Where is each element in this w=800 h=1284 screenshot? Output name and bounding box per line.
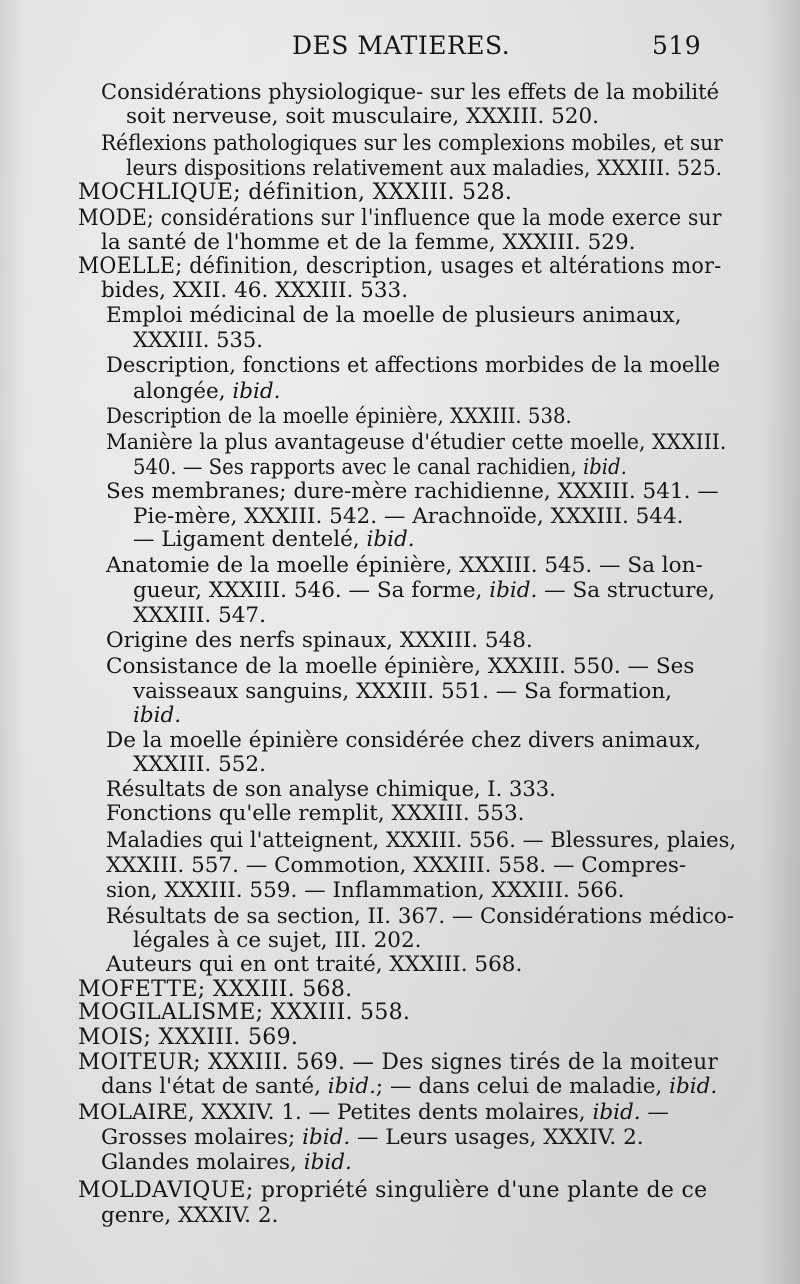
ibid-italic: ibid. [582,455,627,480]
index-headword-line: MOCHLIQUE; définition, XXXIII. 528. [78,180,513,205]
ibid-italic: ibid. [327,1074,376,1099]
index-entry-line: genre, XXXIV. 2. [101,1203,279,1228]
index-entry-line: Réflexions pathologiques sur les complexions mobiles, et sur [101,131,723,156]
entry-text-segment: gueur, XXXIII. 546. — Sa forme, [133,578,490,603]
index-entry-line: Résultats de son analyse chimique, I. 333. [106,777,556,802]
index-entry-line: Maladies qui l'atteignent, XXXIII. 556. — Blessures, plaies, [106,828,737,853]
entry-text-segment: ; — dans celui de maladie, [375,1074,670,1099]
ibid-italic: ibid. [232,379,281,404]
index-entry-line: bides, XXII. 46. XXXIII. 533. [101,278,409,303]
index-entry-line: Consistance de la moelle épinière, XXXIII. 550. — Ses [106,654,695,679]
ibid-italic: ibid. [592,1100,641,1125]
index-entry-line: soit nerveuse, soit musculaire, XXXIII. 520. [126,104,599,129]
index-headword-line: MOGILALISME; XXXIII. 558. [78,1000,411,1025]
index-headword-line: MOELLE; définition, description, usages et altérations mor- [78,254,722,279]
ibid-italic: ibid. [489,578,538,603]
index-entry-line: XXXIII. 552. [133,752,266,777]
index-headword-line: MODE; considérations sur l'influence que la mode exerce sur [78,206,722,231]
index-entry-line [78,1100,738,1126]
index-entry-line: Auteurs qui en ont traité, XXXIII. 568. [106,952,523,977]
ibid-italic: ibid. [302,1125,351,1150]
index-entry-line: Emploi médicinal de la moelle de plusieurs animaux, [106,303,682,328]
index-entry-line: Description, fonctions et affections morbides de la moelle [106,353,721,378]
index-headword-line: MOFETTE; XXXIII. 568. [78,977,353,1002]
index-entry-line [133,703,187,729]
index-entry-line [101,1125,661,1151]
entry-text-segment: Grosses molaires; [101,1125,303,1150]
entry-text-segment: alongée, [133,379,233,404]
ibid-italic: ibid. [133,703,182,728]
entry-text-segment: — Sa structure, [537,578,716,603]
index-headword-line: MOITEUR; XXXIII. 569. — Des signes tirés de la moiteur [78,1050,719,1075]
entry-text-segment: Glandes molaires, [101,1150,304,1175]
index-entry-line: Considérations physiologique- sur les effets de la mobilité [101,80,720,105]
index-entry-line: légales à ce sujet, III. 202. [133,928,422,953]
index-entry-line: vaisseaux sanguins, XXXIII. 551. — Sa formation, [133,679,673,704]
entry-text-segment: — Ligament dentelé, [133,527,367,552]
index-entry-line: Ses membranes; dure-mère rachidienne, XXXIII. 541. — [106,479,719,504]
index-entry-line: Fonctions qu'elle remplit, XXXIII. 553. [106,801,525,826]
index-entry-line: sion, XXXIII. 559. — Inflammation, XXXIII. 566. [106,878,625,903]
index-entry-line: Origine des nerfs spinaux, XXXIII. 548. [106,628,533,653]
index-entry-line: XXXIII. 557. — Commotion, XXXIII. 558. — Compres- [106,853,687,878]
index-entry-line [101,1150,357,1176]
index-entry-line [101,1074,721,1100]
entry-text-segment: — Leurs usages, XXXIV. 2. [350,1125,644,1150]
ibid-italic: ibid. [366,527,415,552]
index-entry-line: la santé de l'homme et de la femme, XXXIII. 529. [101,230,636,255]
index-entry-line: XXXIII. 547. [133,603,266,628]
index-entry-line: Résultats de sa section, II. 367. — Considérations médico- [106,904,735,929]
ibid-italic: ibid. [303,1150,352,1175]
index-entry-line [133,379,281,405]
index-entry-line [133,527,425,553]
index-entry-line: Anatomie de la moelle épinière, XXXIII. 545. — Sa lon- [106,553,703,578]
index-entry-line [133,578,723,604]
entry-text-segment: 540. — Ses rapports avec le canal rachidien, [133,455,583,480]
index-entry-line: Description de la moelle épinière, XXXIII. 538. [106,404,572,429]
entry-text-segment: dans l'état de santé, [101,1074,328,1099]
entry-text-segment: — [640,1100,669,1125]
index-entry-line: Manière la plus avantageuse d'étudier cette moelle, XXXIII. [106,430,727,455]
index-entry-line: De la moelle épinière considérée chez divers animaux, [106,728,702,753]
entry-text-segment: MOLAIRE, XXXIV. 1. — Petites dents molaires, [78,1100,593,1125]
index-entry-line: XXXIII. 535. [133,328,263,353]
running-title: DES MATIERES. [292,31,511,60]
index-entry-line [133,455,627,481]
ibid-italic: ibid. [669,1074,718,1099]
page-number: 519 [652,31,702,60]
index-headword-line: MOIS; XXXIII. 569. [78,1025,299,1050]
index-entry-line: Pie-mère, XXXIII. 542. — Arachnoïde, XXXIII. 544. [133,504,684,529]
index-entry-line: leurs dispositions relativement aux maladies, XXXIII. 525. [126,156,723,181]
index-headword-line: MOLDAVIQUE; propriété singulière d'une plante de ce [78,1178,708,1203]
